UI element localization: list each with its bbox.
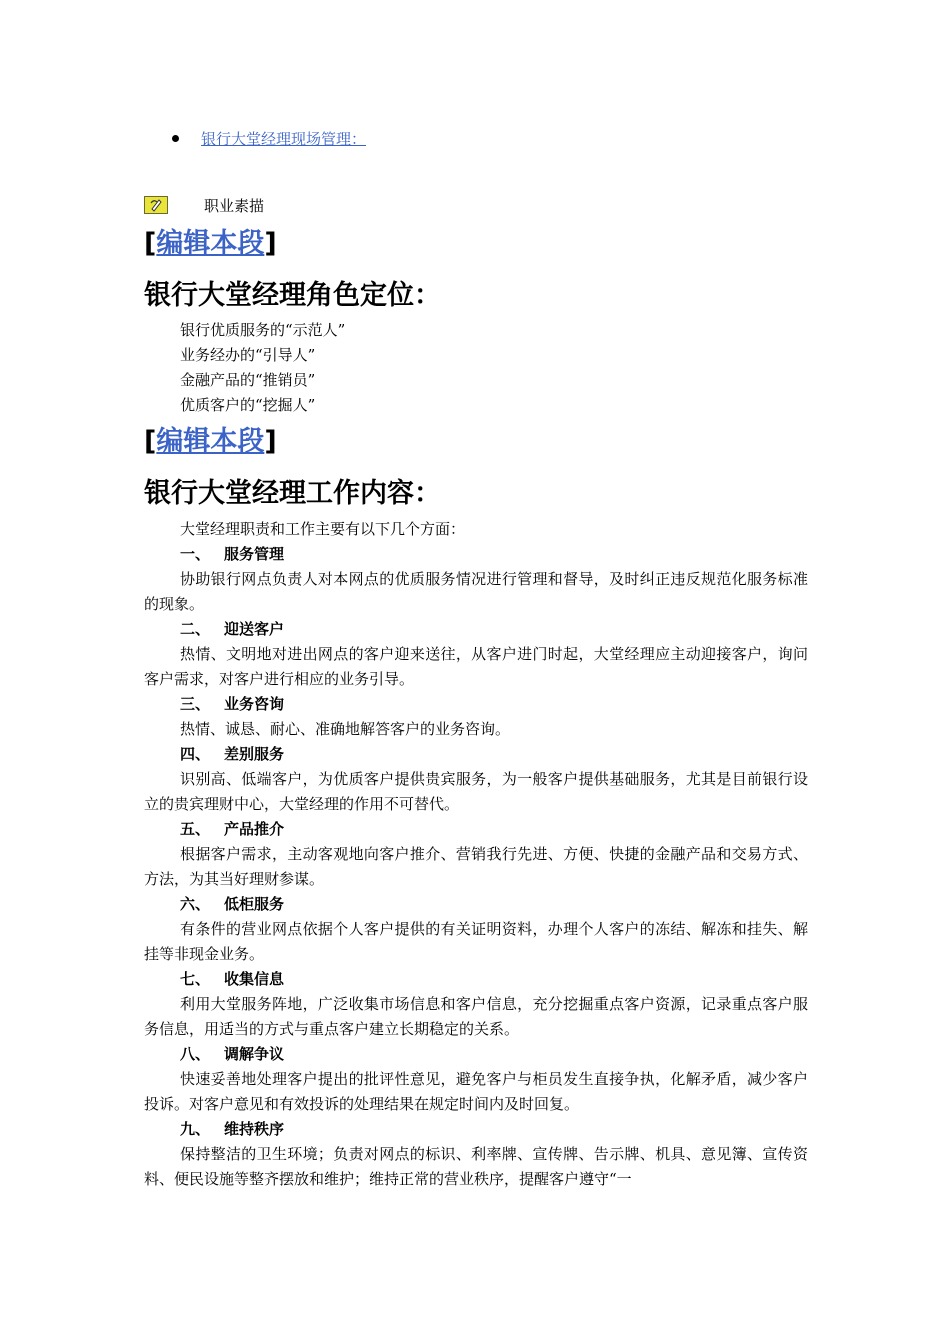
duty-heading: 一、 服务管理 <box>180 545 285 563</box>
duty-heading: 五、 产品推介 <box>180 820 285 838</box>
duty-text: 热情、文明地对进出网点的客户迎来送往，从客户进门时起，大堂经理应主动迎接客户，询问客户需求，对客户进行相应的业务引导。 <box>144 645 808 688</box>
duty-heading: 四、 差别服务 <box>180 745 285 763</box>
duty-text: 保持整洁的卫生环境；负责对网点的标识、利率牌、宣传牌、告示牌、机具、意见簿、宣传资料、便民设施等整齐摆放和维护；维持正常的营业秩序，提醒客户遵守“一 <box>144 1145 808 1188</box>
edit-section-link-2: [编辑本段] <box>144 426 277 457</box>
note-text: 职业素描 <box>204 196 265 215</box>
edit-note-icon <box>144 196 168 214</box>
role-line: 银行优质服务的“示范人” <box>180 321 346 339</box>
duty-text: 利用大堂服务阵地，广泛收集市场信息和客户信息，充分挖掘重点客户资源，记录重点客户服务信息，用适当的方式与重点客户建立长期稳定的关系。 <box>144 995 808 1038</box>
duty-text: 识别高、低端客户，为优质客户提供贵宾服务，为一般客户提供基础服务，尤其是目前银行设立的贵宾理财中心，大堂经理的作用不可替代。 <box>144 770 808 813</box>
duty-heading: 七、 收集信息 <box>180 970 285 988</box>
duties-intro: 大堂经理职责和工作主要有以下几个方面： <box>180 520 466 538</box>
role-line: 业务经办的“引导人” <box>180 346 316 364</box>
edit-section-button[interactable]: 编辑本段 <box>156 228 265 259</box>
toc-item <box>172 126 366 150</box>
duty-heading: 九、 维持秩序 <box>180 1120 285 1138</box>
bullet-icon <box>172 135 179 142</box>
duties-body <box>144 517 808 1192</box>
role-line: 金融产品的“推销员” <box>180 371 316 389</box>
section-title-duties: 银行大堂经理工作内容： <box>144 478 441 509</box>
duty-text: 热情、诚恳、耐心、准确地解答客户的业务咨询。 <box>180 720 511 738</box>
duty-heading: 三、 业务咨询 <box>180 695 285 713</box>
toc-link-lobby-management[interactable]: 银行大堂经理现场管理： <box>201 129 367 148</box>
duty-heading: 二、 迎送客户 <box>180 620 285 638</box>
duty-heading: 八、 调解争议 <box>180 1045 285 1063</box>
duty-text: 协助银行网点负责人对本网点的优质服务情况进行管理和督导，及时纠正违反规范化服务标准的现象。 <box>144 570 808 613</box>
edit-section-link-1: [编辑本段] <box>144 228 277 259</box>
duty-text: 有条件的营业网点依据个人客户提供的有关证明资料，办理个人客户的冻结、解冻和挂失、解挂等非现金业务。 <box>144 920 808 963</box>
edit-section-button[interactable]: 编辑本段 <box>156 426 265 457</box>
section-title-role: 银行大堂经理角色定位： <box>144 280 441 311</box>
duty-text: 快速妥善地处理客户提出的批评性意见，避免客户与柜员发生直接争执，化解矛盾，减少客户投诉。对客户意见和有效投诉的处理结果在规定时间内及时回复。 <box>144 1070 808 1113</box>
role-list <box>144 318 808 418</box>
duty-text: 根据客户需求，主动客观地向客户推介、营销我行先进、方便、快捷的金融产品和交易方式、方法，为其当好理财参谋。 <box>144 845 808 888</box>
role-line: 优质客户的“挖掘人” <box>180 396 316 414</box>
duty-heading: 六、 低柜服务 <box>180 895 285 913</box>
note-row <box>144 192 264 218</box>
